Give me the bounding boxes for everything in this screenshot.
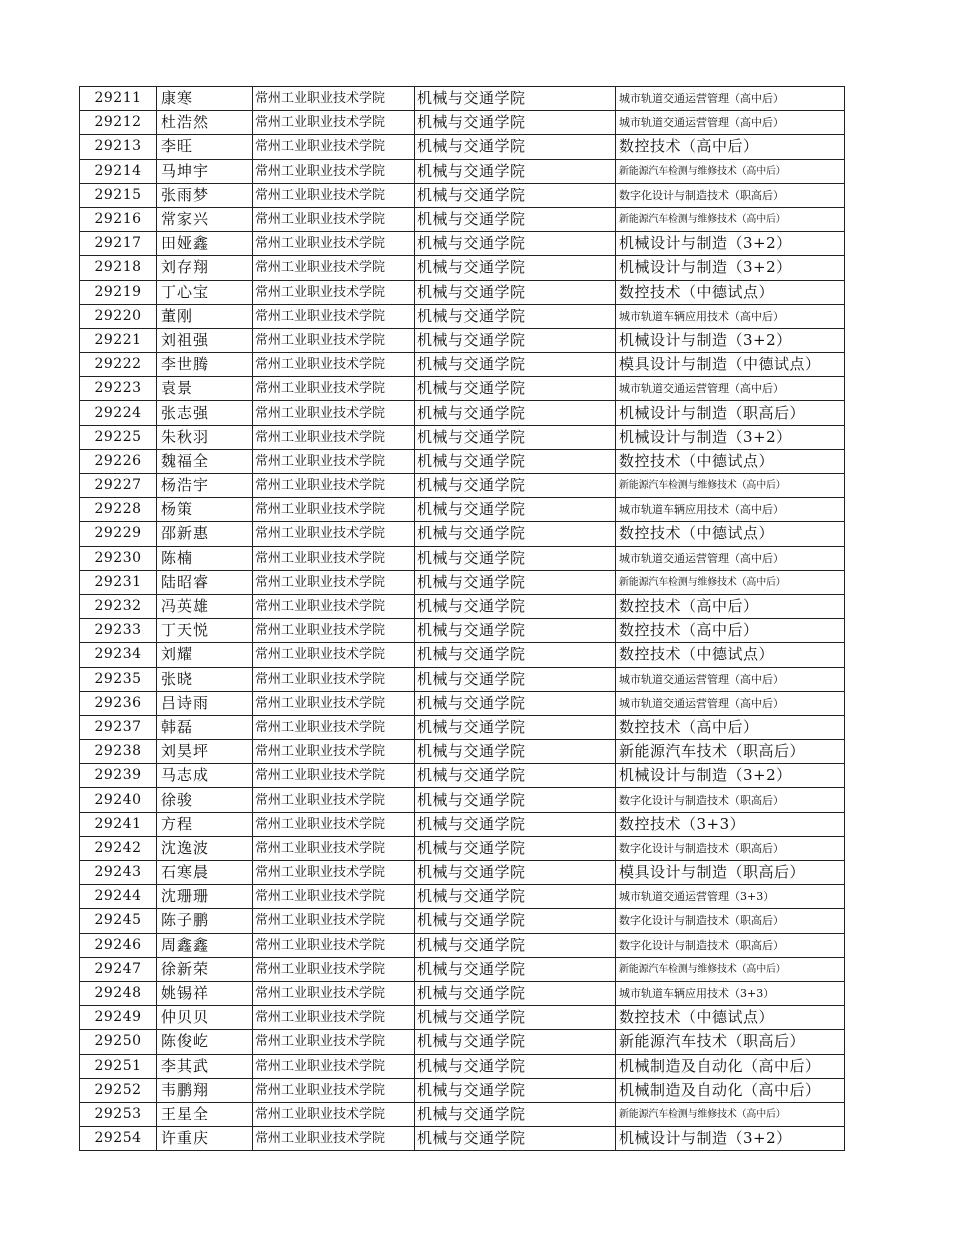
school-cell: 常州工业职业技术学院 (253, 667, 415, 691)
major-cell: 数控技术（高中后） (616, 594, 845, 618)
student-id-cell: 29211 (80, 87, 157, 111)
school-cell: 常州工业职业技术学院 (253, 740, 415, 764)
student-name-cell: 方程 (157, 812, 253, 836)
table-row (80, 280, 845, 304)
student-id-cell: 29242 (80, 836, 157, 860)
student-name-cell: 陈俊屹 (157, 1030, 253, 1054)
department-cell: 机械与交通学院 (415, 861, 616, 885)
department-cell: 机械与交通学院 (415, 643, 616, 667)
student-name-cell: 常家兴 (157, 207, 253, 231)
table-row (80, 1127, 845, 1151)
student-id-cell: 29236 (80, 691, 157, 715)
table-row (80, 909, 845, 933)
table-row (80, 498, 845, 522)
student-id-cell: 29243 (80, 861, 157, 885)
student-name-cell: 陈子鹏 (157, 909, 253, 933)
student-id-cell: 29213 (80, 135, 157, 159)
major-cell: 新能源汽车技术（职高后） (616, 1030, 845, 1054)
department-cell: 机械与交通学院 (415, 304, 616, 328)
department-cell: 机械与交通学院 (415, 522, 616, 546)
major-cell: 城市轨道交通运营管理（高中后） (616, 667, 845, 691)
school-cell: 常州工业职业技术学院 (253, 498, 415, 522)
table-row (80, 885, 845, 909)
department-cell: 机械与交通学院 (415, 280, 616, 304)
table-row (80, 159, 845, 183)
student-id-cell: 29227 (80, 474, 157, 498)
student-id-cell: 29215 (80, 183, 157, 207)
student-id-cell: 29251 (80, 1054, 157, 1078)
table-row (80, 546, 845, 570)
student-name-cell: 朱秋羽 (157, 425, 253, 449)
school-cell: 常州工业职业技术学院 (253, 1127, 415, 1151)
school-cell: 常州工业职业技术学院 (253, 353, 415, 377)
student-id-cell: 29244 (80, 885, 157, 909)
student-name-cell: 董刚 (157, 304, 253, 328)
table-row (80, 1102, 845, 1126)
school-cell: 常州工业职业技术学院 (253, 401, 415, 425)
table-row (80, 328, 845, 352)
major-cell: 机械制造及自动化（高中后） (616, 1054, 845, 1078)
table-row (80, 111, 845, 135)
student-name-cell: 陈楠 (157, 546, 253, 570)
department-cell: 机械与交通学院 (415, 570, 616, 594)
table-row (80, 570, 845, 594)
table-row (80, 861, 845, 885)
student-name-cell: 马志成 (157, 764, 253, 788)
department-cell: 机械与交通学院 (415, 401, 616, 425)
department-cell: 机械与交通学院 (415, 788, 616, 812)
student-id-cell: 29217 (80, 232, 157, 256)
student-id-cell: 29248 (80, 981, 157, 1005)
major-cell: 新能源汽车检测与维修技术（高中后） (616, 570, 845, 594)
school-cell: 常州工业职业技术学院 (253, 159, 415, 183)
major-cell: 数控技术（中德试点） (616, 280, 845, 304)
major-cell: 数控技术（中德试点） (616, 643, 845, 667)
department-cell: 机械与交通学院 (415, 1102, 616, 1126)
department-cell: 机械与交通学院 (415, 498, 616, 522)
school-cell: 常州工业职业技术学院 (253, 957, 415, 981)
department-cell: 机械与交通学院 (415, 207, 616, 231)
department-cell: 机械与交通学院 (415, 232, 616, 256)
student-id-cell: 29240 (80, 788, 157, 812)
school-cell: 常州工业职业技术学院 (253, 981, 415, 1005)
student-name-cell: 李世腾 (157, 353, 253, 377)
department-cell: 机械与交通学院 (415, 353, 616, 377)
major-cell: 城市轨道交通运营管理（高中后） (616, 377, 845, 401)
department-cell: 机械与交通学院 (415, 740, 616, 764)
major-cell: 新能源汽车检测与维修技术（高中后） (616, 207, 845, 231)
department-cell: 机械与交通学院 (415, 836, 616, 860)
major-cell: 新能源汽车技术（职高后） (616, 740, 845, 764)
student-id-cell: 29233 (80, 619, 157, 643)
major-cell: 城市轨道交通运营管理（3+3） (616, 885, 845, 909)
roster-table (79, 86, 845, 1151)
student-id-cell: 29239 (80, 764, 157, 788)
table-row (80, 981, 845, 1005)
major-cell: 新能源汽车检测与维修技术（高中后） (616, 159, 845, 183)
student-id-cell: 29214 (80, 159, 157, 183)
school-cell: 常州工业职业技术学院 (253, 232, 415, 256)
table-row (80, 353, 845, 377)
student-name-cell: 李旺 (157, 135, 253, 159)
student-id-cell: 29252 (80, 1078, 157, 1102)
department-cell: 机械与交通学院 (415, 715, 616, 739)
school-cell: 常州工业职业技术学院 (253, 909, 415, 933)
table-row (80, 1054, 845, 1078)
student-name-cell: 马坤宇 (157, 159, 253, 183)
student-id-cell: 29241 (80, 812, 157, 836)
department-cell: 机械与交通学院 (415, 594, 616, 618)
school-cell: 常州工业职业技术学院 (253, 1054, 415, 1078)
student-id-cell: 29234 (80, 643, 157, 667)
major-cell: 机械设计与制造（3+2） (616, 764, 845, 788)
major-cell: 数控技术（中德试点） (616, 522, 845, 546)
student-name-cell: 冯英雄 (157, 594, 253, 618)
major-cell: 新能源汽车检测与维修技术（高中后） (616, 1102, 845, 1126)
department-cell: 机械与交通学院 (415, 1127, 616, 1151)
student-name-cell: 杨浩宇 (157, 474, 253, 498)
department-cell: 机械与交通学院 (415, 87, 616, 111)
table-row (80, 377, 845, 401)
school-cell: 常州工业职业技术学院 (253, 377, 415, 401)
table-row (80, 256, 845, 280)
major-cell: 机械设计与制造（3+2） (616, 256, 845, 280)
major-cell: 机械设计与制造（3+2） (616, 232, 845, 256)
table-row (80, 1030, 845, 1054)
major-cell: 机械设计与制造（3+2） (616, 1127, 845, 1151)
department-cell: 机械与交通学院 (415, 619, 616, 643)
table-row (80, 764, 845, 788)
student-name-cell: 刘耀 (157, 643, 253, 667)
student-name-cell: 仲贝贝 (157, 1006, 253, 1030)
student-id-cell: 29220 (80, 304, 157, 328)
student-name-cell: 许重庆 (157, 1127, 253, 1151)
department-cell: 机械与交通学院 (415, 111, 616, 135)
student-name-cell: 王星全 (157, 1102, 253, 1126)
student-id-cell: 29246 (80, 933, 157, 957)
school-cell: 常州工业职业技术学院 (253, 1078, 415, 1102)
student-name-cell: 吕诗雨 (157, 691, 253, 715)
student-id-cell: 29221 (80, 328, 157, 352)
major-cell: 城市轨道交通运营管理（高中后） (616, 111, 845, 135)
student-id-cell: 29231 (80, 570, 157, 594)
department-cell: 机械与交通学院 (415, 183, 616, 207)
table-row (80, 957, 845, 981)
student-id-cell: 29218 (80, 256, 157, 280)
school-cell: 常州工业职业技术学院 (253, 328, 415, 352)
school-cell: 常州工业职业技术学院 (253, 1102, 415, 1126)
major-cell: 模具设计与制造（中德试点） (616, 353, 845, 377)
major-cell: 城市轨道车辆应用技术（高中后） (616, 304, 845, 328)
major-cell: 城市轨道交通运营管理（高中后） (616, 546, 845, 570)
student-name-cell: 田娅鑫 (157, 232, 253, 256)
student-id-cell: 29224 (80, 401, 157, 425)
student-name-cell: 张志强 (157, 401, 253, 425)
student-name-cell: 陆昭睿 (157, 570, 253, 594)
school-cell: 常州工业职业技术学院 (253, 256, 415, 280)
table-row (80, 87, 845, 111)
roster-body (80, 87, 845, 1151)
school-cell: 常州工业职业技术学院 (253, 87, 415, 111)
school-cell: 常州工业职业技术学院 (253, 1030, 415, 1054)
department-cell: 机械与交通学院 (415, 885, 616, 909)
table-row (80, 207, 845, 231)
school-cell: 常州工业职业技术学院 (253, 812, 415, 836)
major-cell: 数控技术（高中后） (616, 715, 845, 739)
student-name-cell: 袁景 (157, 377, 253, 401)
table-row (80, 1006, 845, 1030)
department-cell: 机械与交通学院 (415, 691, 616, 715)
student-name-cell: 沈珊珊 (157, 885, 253, 909)
table-row (80, 812, 845, 836)
school-cell: 常州工业职业技术学院 (253, 522, 415, 546)
department-cell: 机械与交通学院 (415, 1078, 616, 1102)
student-id-cell: 29219 (80, 280, 157, 304)
student-id-cell: 29254 (80, 1127, 157, 1151)
student-name-cell: 徐骏 (157, 788, 253, 812)
major-cell: 模具设计与制造（职高后） (616, 861, 845, 885)
department-cell: 机械与交通学院 (415, 159, 616, 183)
department-cell: 机械与交通学院 (415, 256, 616, 280)
student-name-cell: 康寒 (157, 87, 253, 111)
student-id-cell: 29238 (80, 740, 157, 764)
student-id-cell: 29232 (80, 594, 157, 618)
table-row (80, 304, 845, 328)
student-name-cell: 韩磊 (157, 715, 253, 739)
major-cell: 数控技术（中德试点） (616, 1006, 845, 1030)
school-cell: 常州工业职业技术学院 (253, 643, 415, 667)
student-name-cell: 刘昊坪 (157, 740, 253, 764)
student-name-cell: 张晓 (157, 667, 253, 691)
school-cell: 常州工业职业技术学院 (253, 449, 415, 473)
major-cell: 数字化设计与制造技术（职高后） (616, 933, 845, 957)
school-cell: 常州工业职业技术学院 (253, 764, 415, 788)
department-cell: 机械与交通学院 (415, 425, 616, 449)
major-cell: 数控技术（中德试点） (616, 449, 845, 473)
major-cell: 城市轨道交通运营管理（高中后） (616, 691, 845, 715)
student-name-cell: 丁心宝 (157, 280, 253, 304)
school-cell: 常州工业职业技术学院 (253, 304, 415, 328)
student-name-cell: 李其武 (157, 1054, 253, 1078)
department-cell: 机械与交通学院 (415, 812, 616, 836)
student-name-cell: 刘存翔 (157, 256, 253, 280)
student-name-cell: 杜浩然 (157, 111, 253, 135)
school-cell: 常州工业职业技术学院 (253, 836, 415, 860)
table-row (80, 594, 845, 618)
table-row (80, 619, 845, 643)
school-cell: 常州工业职业技术学院 (253, 546, 415, 570)
student-id-cell: 29249 (80, 1006, 157, 1030)
department-cell: 机械与交通学院 (415, 1006, 616, 1030)
department-cell: 机械与交通学院 (415, 933, 616, 957)
major-cell: 新能源汽车检测与维修技术（高中后） (616, 957, 845, 981)
student-id-cell: 29245 (80, 909, 157, 933)
major-cell: 数控技术（3+3） (616, 812, 845, 836)
department-cell: 机械与交通学院 (415, 1054, 616, 1078)
department-cell: 机械与交通学院 (415, 474, 616, 498)
table-row (80, 643, 845, 667)
department-cell: 机械与交通学院 (415, 328, 616, 352)
student-id-cell: 29212 (80, 111, 157, 135)
department-cell: 机械与交通学院 (415, 957, 616, 981)
student-id-cell: 29223 (80, 377, 157, 401)
school-cell: 常州工业职业技术学院 (253, 861, 415, 885)
student-id-cell: 29235 (80, 667, 157, 691)
school-cell: 常州工业职业技术学院 (253, 425, 415, 449)
major-cell: 数字化设计与制造技术（职高后） (616, 788, 845, 812)
table-row (80, 232, 845, 256)
major-cell: 数字化设计与制造技术（职高后） (616, 909, 845, 933)
student-id-cell: 29253 (80, 1102, 157, 1126)
school-cell: 常州工业职业技术学院 (253, 111, 415, 135)
table-row (80, 135, 845, 159)
major-cell: 数字化设计与制造技术（职高后） (616, 183, 845, 207)
table-row (80, 788, 845, 812)
student-id-cell: 29226 (80, 449, 157, 473)
student-name-cell: 石寒晨 (157, 861, 253, 885)
table-row (80, 474, 845, 498)
student-name-cell: 沈逸波 (157, 836, 253, 860)
student-id-cell: 29229 (80, 522, 157, 546)
school-cell: 常州工业职业技术学院 (253, 594, 415, 618)
table-row (80, 740, 845, 764)
major-cell: 机械设计与制造（3+2） (616, 328, 845, 352)
table-row (80, 691, 845, 715)
table-row (80, 667, 845, 691)
department-cell: 机械与交通学院 (415, 135, 616, 159)
student-id-cell: 29225 (80, 425, 157, 449)
school-cell: 常州工业职业技术学院 (253, 474, 415, 498)
table-row (80, 522, 845, 546)
student-name-cell: 徐新荣 (157, 957, 253, 981)
school-cell: 常州工业职业技术学院 (253, 135, 415, 159)
student-name-cell: 韦鹏翔 (157, 1078, 253, 1102)
student-name-cell: 刘祖强 (157, 328, 253, 352)
major-cell: 数控技术（高中后） (616, 135, 845, 159)
table-row (80, 425, 845, 449)
department-cell: 机械与交通学院 (415, 449, 616, 473)
department-cell: 机械与交通学院 (415, 377, 616, 401)
student-name-cell: 丁天悦 (157, 619, 253, 643)
school-cell: 常州工业职业技术学院 (253, 207, 415, 231)
student-id-cell: 29222 (80, 353, 157, 377)
school-cell: 常州工业职业技术学院 (253, 1006, 415, 1030)
table-row (80, 183, 845, 207)
department-cell: 机械与交通学院 (415, 1030, 616, 1054)
school-cell: 常州工业职业技术学院 (253, 933, 415, 957)
student-name-cell: 邵新惠 (157, 522, 253, 546)
table-row (80, 933, 845, 957)
school-cell: 常州工业职业技术学院 (253, 183, 415, 207)
major-cell: 机械制造及自动化（高中后） (616, 1078, 845, 1102)
department-cell: 机械与交通学院 (415, 981, 616, 1005)
student-id-cell: 29216 (80, 207, 157, 231)
major-cell: 数字化设计与制造技术（职高后） (616, 836, 845, 860)
table-row (80, 836, 845, 860)
student-name-cell: 张雨梦 (157, 183, 253, 207)
department-cell: 机械与交通学院 (415, 764, 616, 788)
student-name-cell: 姚锡祥 (157, 981, 253, 1005)
student-id-cell: 29237 (80, 715, 157, 739)
major-cell: 机械设计与制造（职高后） (616, 401, 845, 425)
student-id-cell: 29250 (80, 1030, 157, 1054)
school-cell: 常州工业职业技术学院 (253, 570, 415, 594)
student-id-cell: 29230 (80, 546, 157, 570)
school-cell: 常州工业职业技术学院 (253, 280, 415, 304)
major-cell: 数控技术（高中后） (616, 619, 845, 643)
major-cell: 新能源汽车检测与维修技术（高中后） (616, 474, 845, 498)
table-row (80, 449, 845, 473)
school-cell: 常州工业职业技术学院 (253, 788, 415, 812)
major-cell: 城市轨道车辆应用技术（高中后） (616, 498, 845, 522)
table-row (80, 715, 845, 739)
school-cell: 常州工业职业技术学院 (253, 885, 415, 909)
school-cell: 常州工业职业技术学院 (253, 715, 415, 739)
student-name-cell: 魏福全 (157, 449, 253, 473)
major-cell: 城市轨道交通运营管理（高中后） (616, 87, 845, 111)
department-cell: 机械与交通学院 (415, 667, 616, 691)
department-cell: 机械与交通学院 (415, 546, 616, 570)
student-id-cell: 29228 (80, 498, 157, 522)
student-name-cell: 周鑫鑫 (157, 933, 253, 957)
table-row (80, 1078, 845, 1102)
major-cell: 机械设计与制造（3+2） (616, 425, 845, 449)
table-row (80, 401, 845, 425)
student-name-cell: 杨策 (157, 498, 253, 522)
department-cell: 机械与交通学院 (415, 909, 616, 933)
major-cell: 城市轨道车辆应用技术（3+3） (616, 981, 845, 1005)
student-id-cell: 29247 (80, 957, 157, 981)
school-cell: 常州工业职业技术学院 (253, 619, 415, 643)
school-cell: 常州工业职业技术学院 (253, 691, 415, 715)
